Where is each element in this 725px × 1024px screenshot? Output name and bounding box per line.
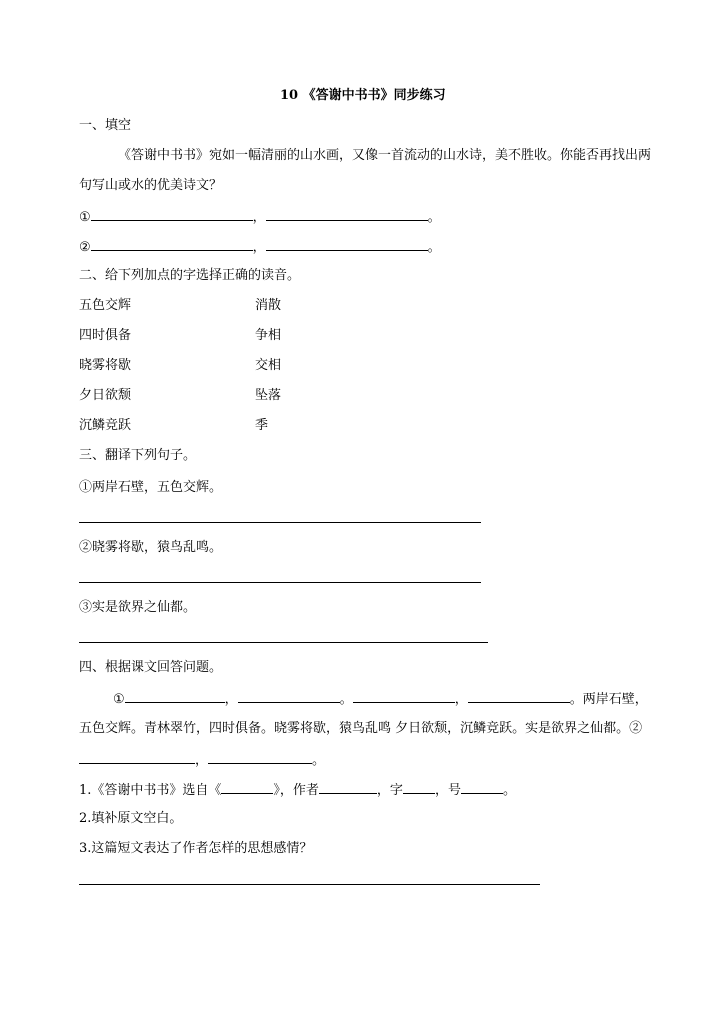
answer-blank[interactable] — [353, 690, 455, 703]
answer-line[interactable] — [79, 642, 488, 643]
section-4-heading: 四、根据课文回答问题。 — [79, 660, 223, 675]
section-4-question-3: 3.这篇短文表达了作者怎样的思想感情？ — [79, 841, 313, 856]
answer-line[interactable] — [79, 884, 540, 885]
word-left: 晓雾将歇 — [79, 358, 132, 373]
section-4-question-2: 2.填补原文空白。 — [79, 811, 183, 826]
comma: ， — [252, 210, 266, 225]
question-text: 。 — [502, 783, 516, 798]
section-1-prompt-line-1: 《答谢中书书》宛如一幅清丽的山水画，又像一首流动的山水诗，美不胜收。你能否再找出两 — [118, 148, 652, 163]
word-left: 四时俱备 — [79, 328, 132, 343]
word-right: 交相 — [255, 358, 282, 373]
section-4-passage-line-1 — [113, 690, 648, 708]
comma: ， — [195, 753, 209, 768]
comma: ， — [454, 692, 468, 707]
period: 。 — [312, 753, 326, 768]
section-1-prompt-line-2: 句写山或水的优美诗文？ — [79, 178, 223, 193]
section-4-question-1 — [79, 781, 516, 799]
question-text: 》，作者 — [273, 783, 319, 798]
passage-text: 。两岸石壁， — [569, 692, 648, 707]
item-marker: ① — [113, 692, 125, 707]
question-text: 1.《答谢中书书》选自《 — [79, 783, 222, 798]
section-4-passage-line-3 — [79, 751, 325, 769]
answer-blank[interactable] — [461, 781, 503, 794]
answer-blank[interactable] — [238, 690, 340, 703]
section-2-heading: 二、给下列加点的字选择正确的读音。 — [79, 268, 301, 283]
question-text: ，字 — [376, 783, 403, 798]
question-text: ，号 — [434, 783, 461, 798]
answer-blank[interactable] — [125, 690, 225, 703]
answer-blank[interactable] — [91, 208, 253, 221]
section-1-item-2 — [79, 238, 441, 256]
answer-blank[interactable] — [468, 690, 570, 703]
answer-blank[interactable] — [319, 781, 377, 794]
section-1-item-1 — [79, 208, 441, 226]
word-right: 争相 — [255, 328, 282, 343]
answer-line[interactable] — [79, 582, 481, 583]
word-left: 五色交辉 — [79, 298, 132, 313]
answer-blank[interactable] — [91, 238, 253, 251]
section-4-passage-line-2: 五色交辉。青林翠竹，四时俱备。晓雾将歇，猿鸟乱鸣 夕日欲颓，沉鳞竞跃。实是欲界之仙都。② — [79, 721, 643, 736]
answer-blank[interactable] — [221, 781, 273, 794]
item-marker: ① — [79, 210, 91, 225]
comma: ， — [224, 692, 238, 707]
answer-line[interactable] — [79, 522, 481, 523]
word-left: 沉鳞竞跃 — [79, 418, 132, 433]
period: 。 — [427, 210, 441, 225]
word-right: 季 — [255, 418, 269, 433]
answer-blank[interactable] — [208, 751, 312, 764]
section-3-heading: 三、翻译下列句子。 — [79, 448, 197, 463]
answer-blank[interactable] — [79, 751, 195, 764]
word-right: 坠落 — [255, 388, 282, 403]
section-1-heading: 一、填空 — [79, 118, 132, 133]
translate-question-2: ②晓雾将歇，猿鸟乱鸣。 — [79, 540, 223, 555]
answer-blank[interactable] — [266, 238, 428, 251]
answer-blank[interactable] — [403, 781, 435, 794]
answer-blank[interactable] — [266, 208, 428, 221]
period: 。 — [427, 240, 441, 255]
word-left: 夕日欲颓 — [79, 388, 132, 403]
period: 。 — [339, 692, 353, 707]
translate-question-1: ①两岸石壁，五色交辉。 — [79, 480, 223, 495]
translate-question-3: ③实是欲界之仙都。 — [79, 600, 197, 615]
page-title: 10 《答谢中书书》同步练习 — [280, 88, 446, 103]
item-marker: ② — [79, 240, 91, 255]
word-right: 消散 — [255, 298, 282, 313]
comma: ， — [252, 240, 266, 255]
